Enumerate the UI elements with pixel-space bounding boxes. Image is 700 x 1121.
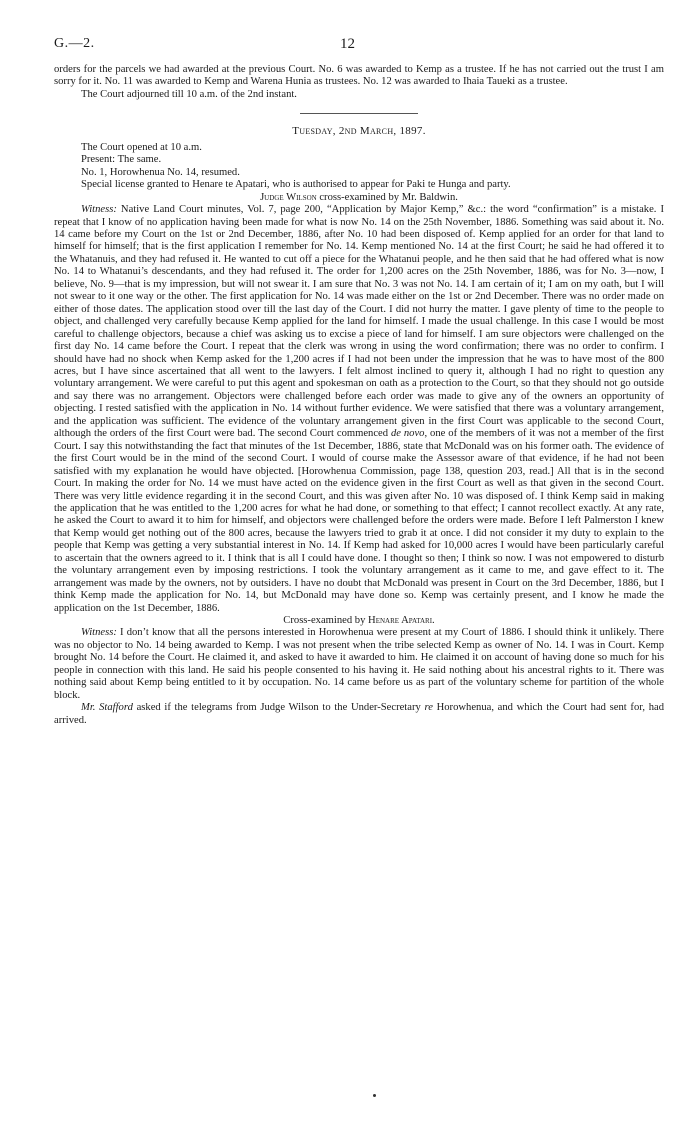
special-license: Special license granted to Henare te Apatari, who is authorised to appear for Paki te Hunga and party. bbox=[81, 179, 511, 191]
present-line: Present: The same. bbox=[81, 154, 162, 166]
testimony-paragraph-2 bbox=[54, 627, 664, 702]
testimony-paragraph-1 bbox=[54, 204, 664, 615]
stafford-paragraph bbox=[54, 702, 664, 727]
cross-exam-heading-1 bbox=[54, 192, 664, 204]
page-header bbox=[54, 38, 664, 64]
testimony-text-2: I don’t know that all the persons interested in Horowhenua were present at my Court of 1886. I should think it unlikely. There was no objector to No. 14 being awarded to Kemp. I was not present when the tribe selected Kemp as owner of No. 14. I was in Court. Kemp brought No. 14 before the Court. He claimed it, and asked to have it awarded to him. He claimed it on account of having done so much for his people in connection with this land. He said his people consented to his having it. He said nothing about his ancestral rights to it. There was nothing said about Kemp being entitled to it by occupation. No. 14 came before us as part of the voluntary scheme for partition of the whole block. bbox=[54, 627, 664, 701]
cross-exam-heading-1-rest: cross-examined by Mr. Baldwin. bbox=[316, 191, 458, 203]
de-novo-italic: de novo bbox=[390, 428, 425, 440]
date-heading: Tuesday, 2nd March, 1897. bbox=[292, 125, 426, 138]
witness-name: Judge Wilson bbox=[260, 191, 317, 203]
paragraph-orders: orders for the parcels we had awarded at the previous Court. No. 6 was awarded to Kemp as a trustee. If he has not carried out the trust I am sorry for it. No. 11 was awarded to Kemp and Warena Hunia as trustees. No. 12 was awarded to Ihaia Taueki as a trustee. bbox=[54, 64, 664, 88]
witness-label: Witness: bbox=[81, 204, 117, 216]
testimony-text-1a: Native Land Court minutes, Vol. 7, page 200, “Application by Major Kemp,” &c.: the word “confirmation” is a mistake. I repeat that I know of no application having been made for what is now No. 14 on the 25th November, 1886. Something was said about it. No. 14 came before my Court on the 1st or 2nd December, 1886, after No. 10 had been disposed of. Kemp applied for an order for that land to himself for himself; that is the first application I remember for No. 14. Kemp mentioned No. 14 at the first Court; he said he had offered it to the Whatanuis, and they had refused it. He wanted to cut off a piece for the Whatanui people, and he then said that he had offered what is now No. 14 to Whatanui’s descendants, and they had refused it. The order for 1,200 acres on the 25th November, 1886, was for No. 3—now, I believe, No. 9—that is my impression, but will not swear it. I am sure that No. 3 was not No. 14. I am certain of it; I am on my oath, but I will not swear to it one way or the other. The first application for No. 14 was made either on the 1st or 2nd December. There was no order made on either of those dates. The application stood over till the last day of the Court. I did not hurry the matter. I gave plenty of time to the people to object, and challenged very carefully because Kemp applied for the land for himself. I made the usual challenge. In this case I would be most careful to challenge objectors, because a chief was asking us to excise a piece of land for himself. I am sure objectors were challenged on the first day No. 14 came before the Court. I repeat that the clerk was wrong in using the word confirmation; there was no order to confirm. I should have had no shock when Kemp asked for the 1,200 acres if I had not been under the impression that he was to have most of the 800 acres, but I have since ascertained that all went to the lawyers. I felt almost inclined to query it, although I had no right to question any voluntary arrangement. We were careful to put this agent and spokesman on oath as a protection to the Court, so that they should not go outside and say there was no arrangement. Objectors were challenged before each order was made to give any of the owners an opportunity of objecting. I rested satisfied with the application in No. 14 without further evidence. We were satisfied that there was a voluntary arrangement, and the application was sufficient. The evidence of the voluntary arrangement given in the first Court was applicable to the second Court, although the orders of the first Court were bad. The second Court commenced bbox=[54, 204, 664, 440]
cross-exam-heading-2 bbox=[54, 615, 664, 627]
cross-exam-heading-2-prefix: Cross-examined by bbox=[283, 615, 369, 627]
testimony-text-1b: , one of the members of it was not a member of the first Court. I say this notwithstanding the fact that minutes of the 1st December, 1886, state that McDonald was on his former oath. The evidence of the first Court would be in the mind of the second Court. I would of course make the Assessor aware of that evidence, if he had not been satisfied with my explanation he would have objected. [Horowhenua Commission, page 138, question 203, read.] All that is in the second Court. In making the order for No. 14 we must have acted on the evidence given in the first Court as well as that given in the second Court. There was very little evidence regarding it in the second Court, and this was given after No. 10 was disposed of. I think Kemp said in making the application that he was entitled to the 1,200 acres for what he had done, or something to that effect; I cannot recollect exactly. At any rate, he asked the Court to award it to him for himself, and objectors were challenged before the orders were made. Before I left Palmerston I knew that Kemp would get nothing out of the 800 acres, because the lawyers tried to grab it at once. I did not consider it my duty to explain to the people that Kemp was getting a very substantial interest in No. 14. If Kemp had asked for 10,000 acres I would have been particularly careful to ascertain that the owners agreed to it. I think that is all I could have done. I thought so then; I think so now. I was not empowered to disturb the voluntary arrangement even by imposing restrictions. I took the voluntary arrangement as it came to me, and gave effect to it. The arrangement was made by the owners, not by outsiders. I have no doubt that McDonald was present in Court on the 3rd December, 1886, but I think Kemp made the application for No. 14, but McDonald may have done so. Kemp was certainly present, and I know he made the application on the 1st December, 1886. bbox=[54, 428, 664, 614]
witness-label: Witness: bbox=[81, 627, 117, 639]
page-mark bbox=[373, 1094, 376, 1097]
stafford-name: Mr. Stafford bbox=[81, 702, 133, 714]
case-resumed: No. 1, Horowhenua No. 14, resumed. bbox=[81, 166, 240, 178]
page-number: 12 bbox=[340, 36, 355, 52]
examiner-name: Henare Apatari. bbox=[368, 615, 435, 627]
section-divider bbox=[300, 113, 418, 114]
document-reference: G.—2. bbox=[54, 36, 95, 51]
stafford-text-a: asked if the telegrams from Judge Wilson to the Under-Secretary bbox=[132, 702, 425, 714]
court-opened: The Court opened at 10 a.m. bbox=[81, 141, 202, 153]
paragraph-adjourned: The Court adjourned till 10 a.m. of the 2nd instant. bbox=[81, 88, 297, 100]
re-italic: re bbox=[424, 702, 433, 714]
stafford-text-b: Horowhenua, and which the Court had sent for, had arrived. bbox=[54, 702, 664, 726]
